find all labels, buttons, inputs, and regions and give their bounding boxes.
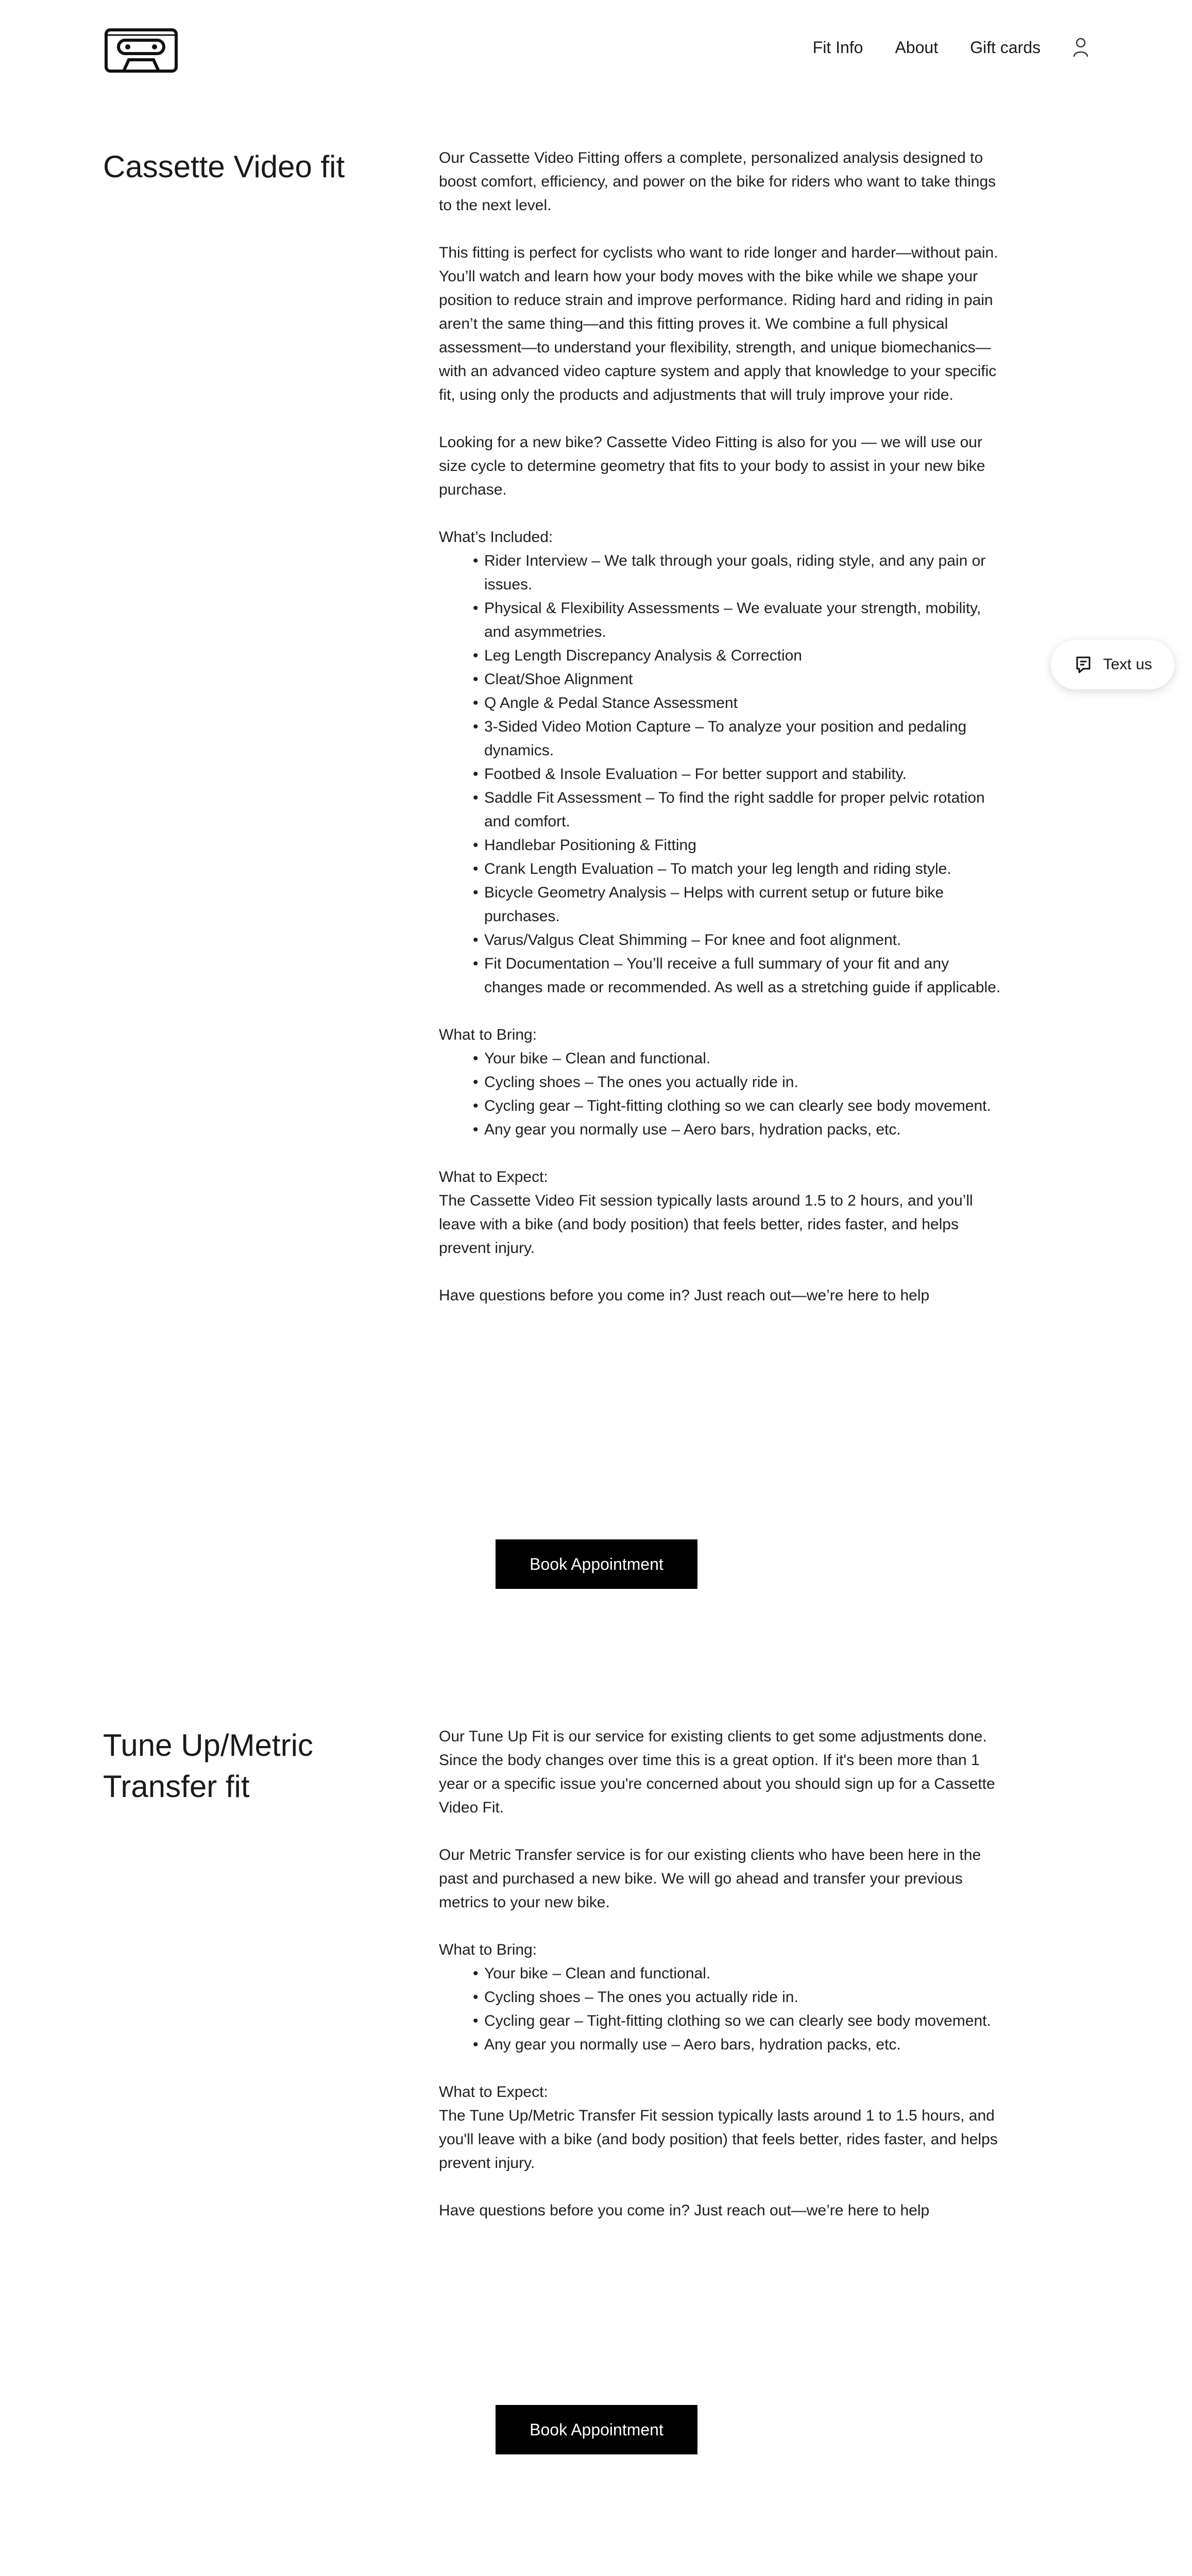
paragraph: This fitting is perfect for cyclists who want to ride longer and harder—without pain. You’ll watch and learn how your body moves with the bike while we shape your position to reduce strain and improve performance. Riding hard and riding in pain aren’t the same thing—and this fitting proves it. We combine a full physical assessment—to understand your flexibility, strength, and unique biomechanics—with an advanced video capture system and apply that knowledge to your specific fit, using only the products and adjustments that will truly improve your ride.	[439, 244, 998, 403]
expect-heading: What to Expect:	[439, 2083, 548, 2100]
paragraph: Our Cassette Video Fitting offers a complete, personalized analysis designed to boost comfort, efficiency, and power on the bike for riders who want to take things to the next level.	[439, 149, 996, 214]
nav-link-about[interactable]: About	[895, 38, 939, 57]
list-item: • Rider Interview – We talk through your goals, riding style, and any pain or issues.	[439, 549, 1011, 597]
list-item: • Cycling gear – Tight-fitting clothing so we can clearly see body movement.	[439, 2009, 1011, 2033]
list-item: • Crank Length Evaluation – To match your leg length and riding style.	[439, 857, 1011, 881]
list-item: • Your bike – Clean and functional.	[439, 1047, 1011, 1071]
included-list	[439, 549, 1011, 999]
section-title: Cassette Video fit	[103, 149, 345, 184]
paragraph: The Tune Up/Metric Transfer Fit session typically lasts around 1 to 1.5 hours, and you'll leave with a bike (and body position) that feels better, rides faster, and helps prevent injury.	[439, 2107, 998, 2172]
list-item: • Cleat/Shoe Alignment	[439, 668, 1011, 691]
list-item: • Q Angle & Pedal Stance Assessment	[439, 691, 1011, 715]
list-item: • Your bike – Clean and functional.	[439, 1962, 1011, 1986]
list-item: • Footbed & Insole Evaluation – For better support and stability.	[439, 762, 1011, 786]
paragraph: The Cassette Video Fit session typically lasts around 1.5 to 2 hours, and you’ll leave with a bike (and body position) that feels better, rides faster, and helps prevent injury.	[439, 1192, 973, 1257]
user-icon[interactable]	[1072, 37, 1089, 58]
site-header	[0, 0, 1192, 103]
list-item: • Cycling shoes – The ones you actually ride in.	[439, 1986, 1011, 2009]
nav-link-gift-cards[interactable]: Gift cards	[970, 38, 1041, 57]
list-item: • Varus/Valgus Cleat Shimming – For knee and foot alignment.	[439, 928, 1011, 952]
paragraph: Looking for a new bike? Cassette Video Fitting is also for you — we will use our size cycle to determine geometry that fits to your body to assist in your new bike purchase.	[439, 434, 985, 498]
tune-up-section	[103, 1725, 1089, 2292]
list-item: • Handlebar Positioning & Fitting	[439, 834, 1011, 857]
list-item: • Fit Documentation – You’ll receive a full summary of your fit and any changes made or recommended. As well as a stretching guide if applicable.	[439, 952, 1011, 999]
bring-heading: What to Bring:	[439, 1941, 537, 1958]
list-item: • Bicycle Geometry Analysis – Helps with current setup or future bike purchases.	[439, 881, 1011, 928]
section-body	[439, 146, 1011, 1331]
book-appointment-button[interactable]: Book Appointment	[496, 1539, 697, 1589]
list-item: • 3-Sided Video Motion Capture – To analyze your position and pedaling dynamics.	[439, 715, 1011, 762]
list-item: • Any gear you normally use – Aero bars, hydration packs, etc.	[439, 2033, 1011, 2057]
book-appointment-button[interactable]: Book Appointment	[496, 2405, 697, 2454]
cassette-logo-icon[interactable]	[103, 25, 179, 75]
bring-list	[439, 1962, 1011, 2057]
paragraph: Our Tune Up Fit is our service for existing clients to get some adjustments done. Since the body changes over time this is a great option. If it's been more than 1 year or a specific issue you're concerned about you should sign up for a Cassette Video Fit.	[439, 1728, 995, 1816]
list-item: • Cycling gear – Tight-fitting clothing so we can clearly see body movement.	[439, 1094, 1011, 1118]
list-item: • Cycling shoes – The ones you actually ride in.	[439, 1071, 1011, 1094]
cassette-video-fit-section	[103, 146, 1089, 1589]
bring-heading: What to Bring:	[439, 1026, 537, 1043]
list-item: • Saddle Fit Assessment – To find the right saddle for proper pelvic rotation and comfort.	[439, 786, 1011, 834]
paragraph: Have questions before you come in? Just reach out—we’re here to help	[439, 1287, 930, 1304]
main-nav	[781, 37, 1089, 58]
list-item: • Physical & Flexibility Assessments – We evaluate your strength, mobility, and asymmetries.	[439, 597, 1011, 644]
nav-link-fit-info[interactable]: Fit Info	[812, 38, 863, 57]
list-item: • Leg Length Discrepancy Analysis & Correction	[439, 644, 1011, 668]
list-item: • Any gear you normally use – Aero bars, hydration packs, etc.	[439, 1118, 1011, 1142]
included-heading: What’s Included:	[439, 529, 553, 546]
bring-list	[439, 1047, 1011, 1142]
section-body	[439, 1725, 1011, 2246]
text-us-label: Text us	[1103, 656, 1152, 673]
section-title: Tune Up/Metric Transfer fit	[103, 1728, 313, 1804]
expect-heading: What to Expect:	[439, 1168, 548, 1185]
paragraph: Have questions before you come in? Just reach out—we’re here to help	[439, 2202, 930, 2219]
paragraph: Our Metric Transfer service is for our existing clients who have been here in the past and purchased a new bike. We will go ahead and transfer your previous metrics to your new bike.	[439, 1846, 981, 1911]
